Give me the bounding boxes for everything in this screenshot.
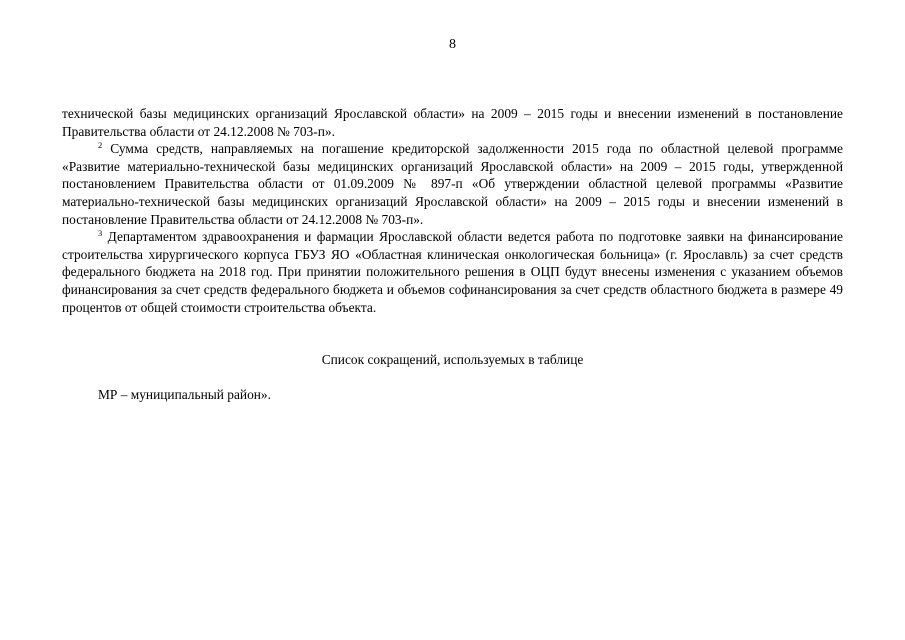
footnotes-block: [62, 105, 843, 316]
footnote-text: Департаментом здравоохранения и фармации Ярославской области ведется работа по подготовке заявки на финансирование строительства хирургического корпуса ГБУЗ ЯО «Областная клиническая онкологическая больница» (г. Ярославль) за счет средств федерального бюджета на 2018 год. При принятии положительного решения в ОЦП будут внесены изменения с указанием объемов финансирования за счет средств федерального бюджета и объемов софинансирования за счет средств областного бюджета в размере 49 процентов от общей стоимости строительства объекта.: [62, 229, 843, 315]
abbreviation-item: МР – муниципальный район».: [98, 387, 271, 402]
footnote-marker: 2: [98, 140, 103, 151]
footnote-marker: 3: [98, 228, 103, 239]
footnote-3: [62, 228, 843, 316]
abbreviations-heading: Список сокращений, используемых в таблице: [321, 352, 584, 367]
page-number: 8: [449, 37, 456, 52]
footnote-continuation: [62, 105, 843, 140]
footnote-text: Сумма средств, направляемых на погашение кредиторской задолженности 2015 года по областной целевой программе «Развитие материально-технической базы медицинских организаций Ярославской области» на 2009 – 2015 годы, утвержденной постановлением Правительства области от 01.09.2009 № 897-п «Об утверждении областной целевой программы «Развитие материально-технической базы медицинских организаций Ярославской области» на 2009 – 2015 годы и внесении изменений в постановление Правительства области от 24.12.2008 № 703-п».: [62, 141, 843, 227]
footnote-text: технической базы медицинских организаций Ярославской области» на 2009 – 2015 годы и внесении изменений в постановление Правительства области от 24.12.2008 № 703-п».: [62, 106, 843, 139]
footnote-2: [62, 140, 843, 228]
